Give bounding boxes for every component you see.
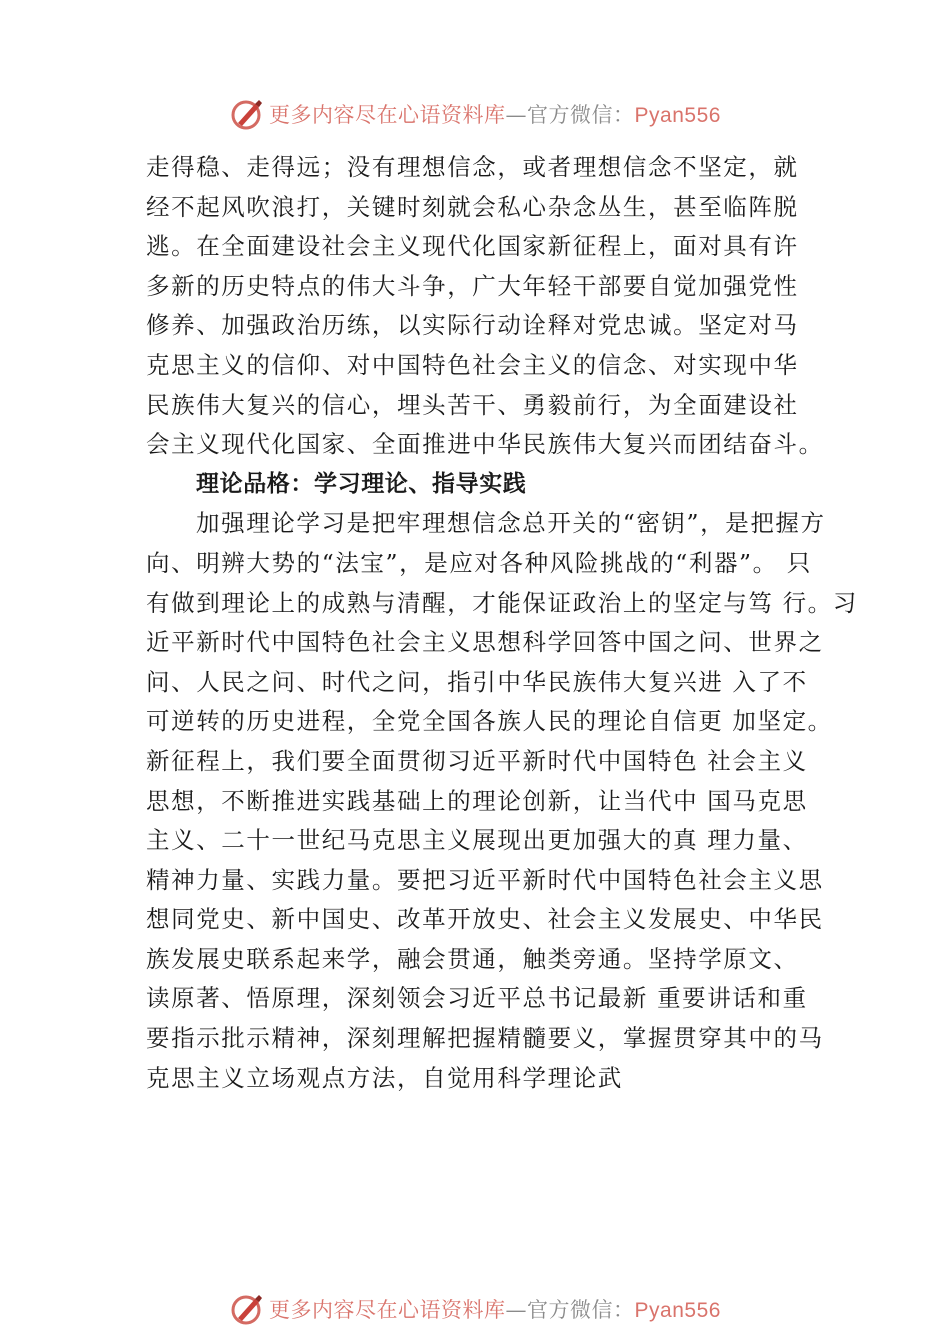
banner-separator: —官方微信： (505, 1298, 635, 1322)
text-line: 主义、二十一世纪马克思主义展现出更加强大的真 理力量、 (146, 826, 808, 855)
text-line: 有做到理论上的成熟与清醒，才能保证政治上的坚定与笃 行。习 (146, 588, 858, 617)
text-line: 近平新时代中国特色社会主义思想科学回答中国之问、世界之 (146, 628, 824, 657)
text-line: 走得稳、走得远；没有理想信念，或者理想信念不坚定，就 (146, 153, 799, 181)
header-banner (0, 92, 950, 136)
paragraph-2 (146, 504, 858, 1098)
text-line: 精神力量、实践力量。要把习近平新时代中国特色社会主义思 (146, 865, 824, 894)
text-line: 想同党史、新中国史、改革开放史、社会主义发展史、中华民 (146, 905, 824, 934)
banner-main: 更多内容尽在心语资料库 (269, 103, 506, 127)
text-line: 思想，不断推进实践基础上的理论创新，让当代中 国马克思 (146, 786, 808, 815)
text-line: 多新的历史特点的伟大斗争，广大年轻干部要自觉加强党性 (146, 271, 799, 300)
banner-separator: —官方微信： (505, 103, 635, 127)
banner-text (269, 1294, 721, 1324)
text-line: 会主义现代化国家、全面推进中华民族伟大复兴而团结奋斗。 (146, 430, 824, 459)
text-line: 新征程上，我们要全面贯彻习近平新时代中国特色 社会主义 (146, 746, 808, 775)
footer-banner (0, 1287, 950, 1331)
section-heading: 理论品格：学习理论、指导实践 (196, 470, 527, 497)
text-line: 逃。在全面建设社会主义现代化国家新征程上，面对具有许 (146, 232, 799, 261)
paragraph-1 (146, 148, 836, 465)
text-line: 加强理论学习是把牢理想信念总开关的“密钥”，是把握方 (196, 509, 826, 538)
document-body (146, 148, 858, 1098)
text-line: 民族伟大复兴的信心，埋头苦干、勇毅前行，为全面建设社 (146, 390, 799, 419)
banner-main: 更多内容尽在心语资料库 (269, 1298, 506, 1322)
text-line: 修养、加强政治历练，以实际行动诠释对党忠诚。坚定对马 (146, 311, 799, 340)
pen-logo-icon (229, 96, 265, 132)
text-line: 族发展史联系起来学，融会贯通，触类旁通。坚持学原文、 (146, 944, 799, 973)
text-line: 克思主义立场观点方法，自觉用科学理论武 (146, 1063, 623, 1092)
text-line: 克思主义的信仰、对中国特色社会主义的信念、对实现中华 (146, 350, 799, 379)
banner-text (269, 99, 721, 129)
text-line: 读原著、悟原理，深刻领会习近平总书记最新 重要讲话和重 (146, 984, 808, 1013)
text-line: 经不起风吹浪打，关键时刻就会私心杂念丛生，甚至临阵脱 (146, 192, 799, 221)
text-line: 向、明辨大势的“法宝”，是应对各种风险挑战的“利器”。 只 (146, 548, 812, 577)
text-line: 要指示批示精神，深刻理解把握精髓要义，掌握贯穿其中的马 (146, 1024, 824, 1053)
pen-logo-icon (229, 1291, 265, 1327)
banner-wechat-id: Pyan556 (634, 1299, 721, 1322)
text-line: 可逆转的历史进程，全党全国各族人民的理论自信更 加坚定。 (146, 707, 833, 736)
text-line: 问、人民之问、时代之问，指引中华民族伟大复兴进 入了不 (146, 667, 808, 696)
banner-wechat-id: Pyan556 (634, 104, 721, 127)
